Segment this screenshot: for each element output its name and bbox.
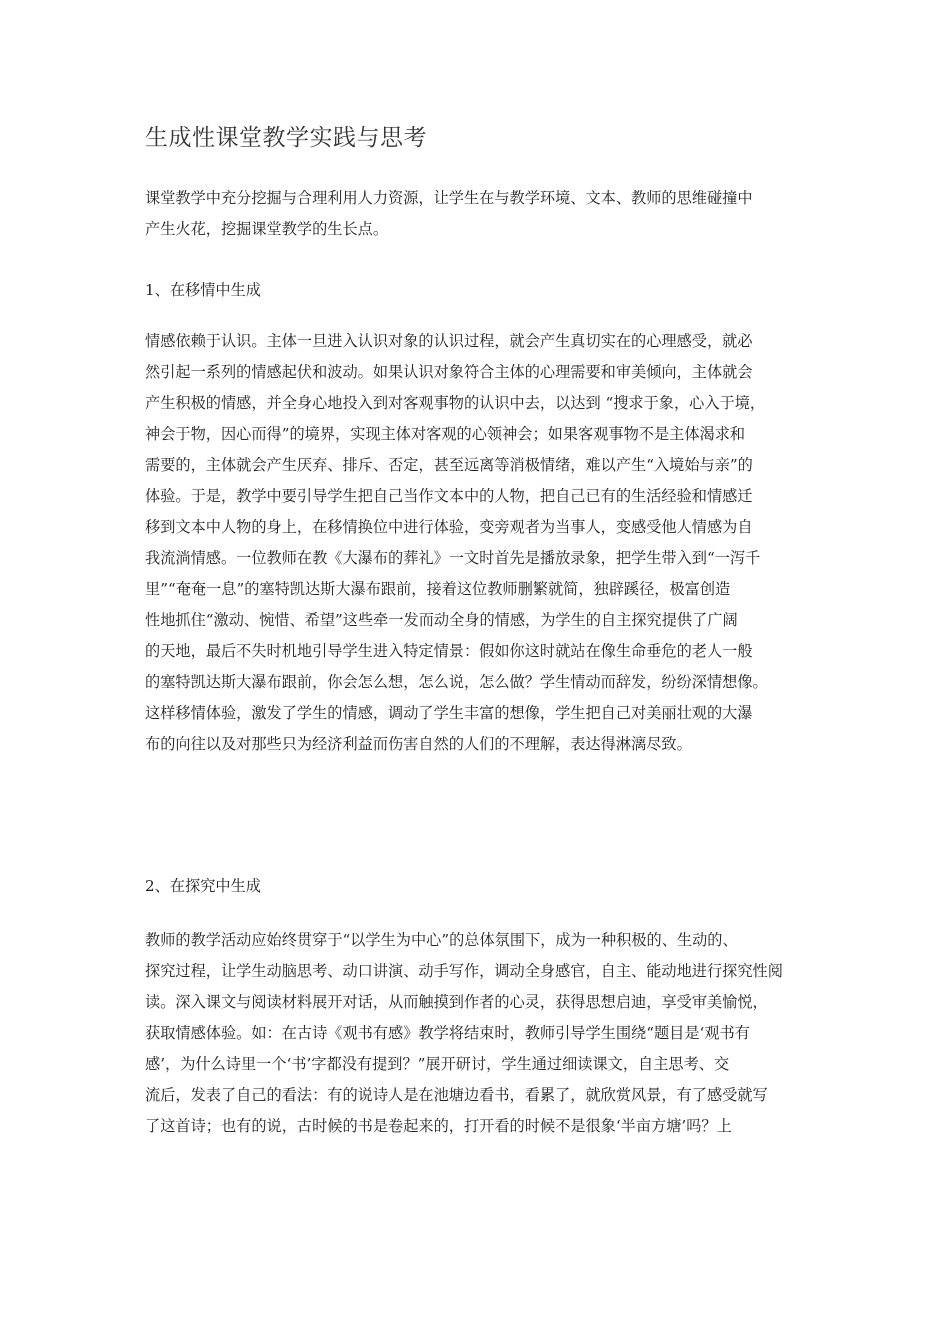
paragraph-line: 神会于物，因心而得”的境界，实现主体对客观的心领神会；如果客观事物不是主体渴求和	[145, 425, 746, 443]
paragraph-line: 产生火花，挖掘课堂教学的生长点。	[145, 220, 388, 238]
paragraph-line: 教师的教学活动应始终贯穿于“以学生为中心”的总体氛围下，成为一种积极的、生动的、	[145, 931, 738, 949]
document-title: 生成性课堂教学实践与思考	[145, 125, 427, 151]
paragraph-line: 课堂教学中充分挖掘与合理利用人力资源，让学生在与教学环境、文本、教师的思维碰撞中	[145, 189, 753, 207]
paragraph-line: 获取情感体验。如：在古诗《观书有感》教学将结束时，教师引导学生围绕“题目是‘观书有	[145, 1024, 750, 1042]
paragraph-line: 产生积极的情感，并全身心地投入到对客观事物的认识中去，以达到 “搜求于象，心入于境，	[145, 394, 766, 412]
paragraph-line: 这样移情体验，激发了学生的情感，调动了学生丰富的想像，学生把自己对美丽壮观的大瀑	[145, 704, 753, 722]
paragraph-line: 流后，发表了自己的看法：有的说诗人是在池塘边看书，看累了，就欣赏风景，有了感受就写	[145, 1086, 768, 1104]
paragraph-line: 然引起一系列的情感起伏和波动。如果认识对象符合主体的心理需要和审美倾向，主体就会	[145, 363, 753, 381]
paragraph-line: 我流淌情感。一位教师在教《大瀑布的葬礼》一文时首先是播放录象，把学生带入到“一泻千	[145, 549, 761, 567]
paragraph-line: 移到文本中人物的身上，在移情换位中进行体验，变旁观者为当事人，变感受他人情感为自	[145, 518, 753, 536]
paragraph-line: 的天地，最后不失时机地引导学生进入特定情景：假如你这时就站在像生命垂危的老人一般	[145, 642, 753, 660]
paragraph-line: 布的向往以及对那些只为经济利益而伤害自然的人们的不理解，表达得淋漓尽致。	[145, 735, 692, 753]
paragraph-line: 探究过程，让学生动脑思考、动口讲演、动手写作，调动全身感官，自主、能动地进行探究性阅	[145, 962, 783, 980]
paragraph-line: 需要的，主体就会产生厌弃、排斥、否定，甚至远离等消极情绪，难以产生“入境始与亲”的	[145, 456, 753, 474]
intro-paragraph	[145, 183, 817, 245]
section-1-paragraph	[145, 326, 817, 760]
section-2-paragraph	[145, 925, 817, 1142]
paragraph-line: 感’，为什么诗里一个‘书’字都没有提到？”展开研讨，学生通过细读课文，自主思考、交	[145, 1055, 730, 1073]
paragraph-line: 情感依赖于认识。主体一旦进入认识对象的认识过程，就会产生真切实在的心理感受，就必	[145, 332, 753, 350]
paragraph-line: 的塞特凯达斯大瀑布跟前，你会怎么想，怎么说，怎么做？学生情动而辞发，纷纷深情想像。	[145, 673, 768, 691]
paragraph-line: 体验。于是，教学中要引导学生把自己当作文本中的人物，把自己已有的生活经验和情感迁	[145, 487, 753, 505]
paragraph-line: 性地抓住“激动、惋惜、希望”这些牵一发而动全身的情感，为学生的自主探究提供了广阔	[145, 611, 738, 629]
section-heading-1: 1、在移情中生成	[145, 281, 261, 299]
paragraph-line: 里”“奄奄一息”的塞特凯达斯大瀑布跟前，接着这位教师删繁就简，独辟蹊径，极富创造	[145, 580, 731, 598]
paragraph-line: 读。深入课文与阅读材料展开对话，从而触摸到作者的心灵，获得思想启迪，享受审美愉悦，	[145, 993, 768, 1011]
paragraph-line: 了这首诗；也有的说，古时候的书是卷起来的，打开看的时候不是很象‘半亩方塘’吗？上	[145, 1117, 732, 1135]
section-heading-2: 2、在探究中生成	[145, 877, 261, 895]
